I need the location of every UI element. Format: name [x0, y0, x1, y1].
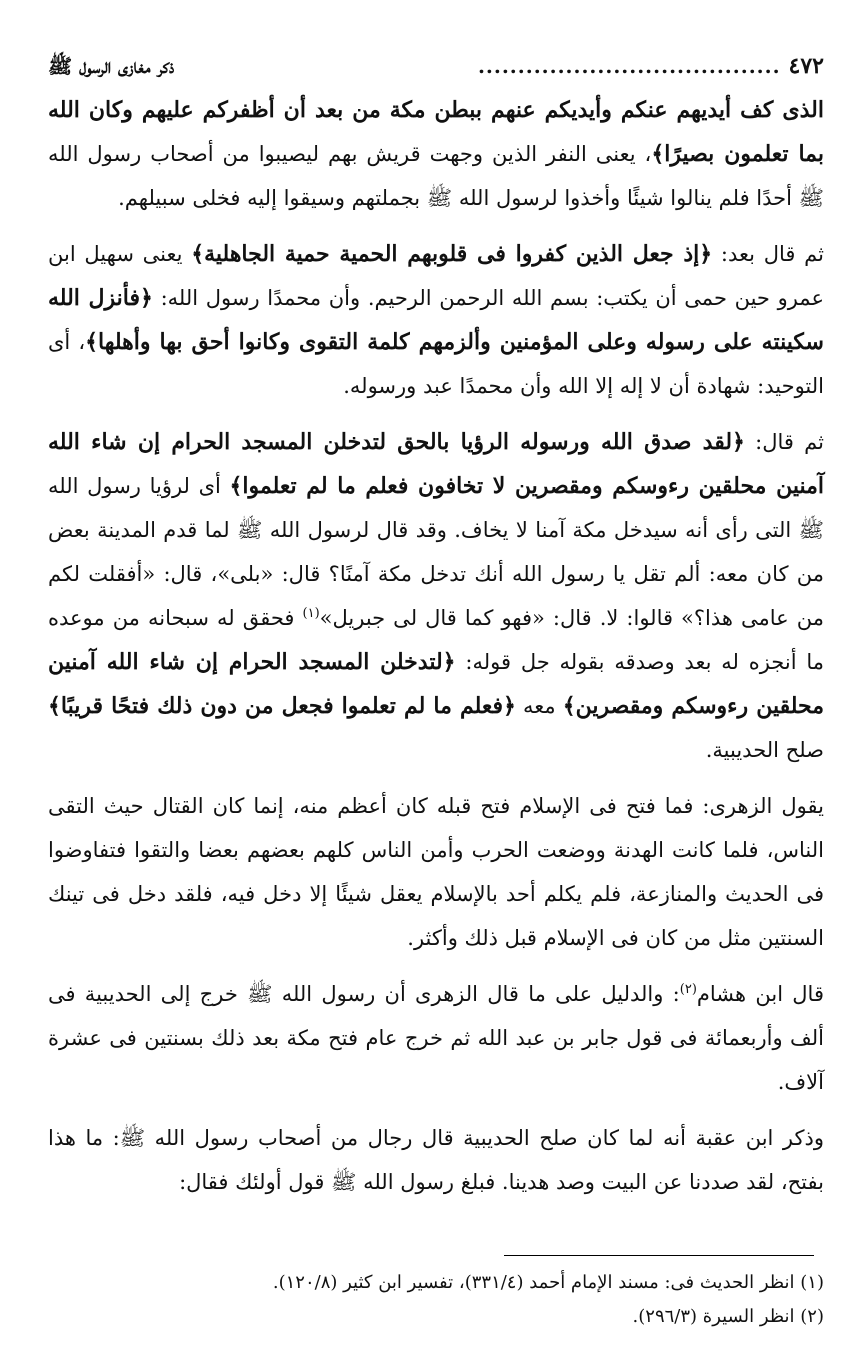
paragraph-text: : والدليل على ما قال الزهرى أن رسول الله ﷺ خرج إلى الحديبية فى ألف وأربعمائة فى قول جابر بن عبد الله ثم خرج عام فتح مكة بعد ذلك بسنتين فى عشرة آلاف. — [48, 982, 824, 1094]
footnote-1: (١) انظر الحديث فى: مسند الإمام أحمد (٣٣١/٤)، تفسير ابن كثير (١٢٠/٨). — [272, 1272, 824, 1293]
quran-verse: ﴿إذ جعل الذين كفروا فى قلوبهم الحمية حمية الجاهلية﴾ — [191, 241, 713, 267]
page-number: ٤٧٢ — [788, 53, 824, 79]
dot-leader: ...................................... — [477, 54, 781, 78]
paragraph-text: ثم قال بعد: — [712, 242, 824, 266]
paragraph-text: ، يعنى النفر الذين وجهت قريش بهم ليصيبوا من أصحاب رسول الله ﷺ أحدًا فلم ينالوا شيئًا وأخذوا لرسول الله ﷺ بجملتهم وسيقوا إليه فخلى سبيلهم. — [48, 142, 824, 210]
paragraph-1 — [48, 88, 824, 220]
paragraph-5 — [48, 972, 824, 1104]
paragraph-6 — [48, 1116, 824, 1204]
quran-verse: ﴿فأنزل الله سكينته على رسوله وعلى المؤمنين وألزمهم كلمة التقوى وكانوا أحق بها وأهلها﴾ — [48, 285, 824, 355]
quran-verse: ﴿لتدخلن المسجد الحرام إن شاء الله آمنين محلقين رءوسكم ومقصرين﴾ — [48, 649, 825, 719]
paragraph-text: أى لرؤيا رسول الله ﷺ التى رأى أنه سيدخل مكة آمنا لا يخاف. وقد قال لرسول الله ﷺ لما قدم المدينة بعض من كان معه: ألم تقل يا رسول الله أنك تدخل مكة آمنًا؟ قال: «بلى»، قال: «أفقلت لكم من عامى هذا؟» قالوا: لا. قال: «فهو كما قال لى جبريل» — [48, 474, 824, 630]
footnotes — [48, 1266, 824, 1334]
paragraph-3 — [48, 420, 824, 772]
chapter-title: ذكر مغازى الرسول ﷺ — [48, 54, 175, 78]
paragraph-text: وذكر ابن عقبة أنه لما كان صلح الحديبية قال رجال من أصحاب رسول الله ﷺ: ما هذا بفتح، لقد صددنا عن البيت وصد هدينا. فبلغ رسول الله ﷺ قول أولئك فقال: — [48, 1126, 824, 1194]
paragraph-text: قال ابن هشام — [696, 982, 824, 1006]
paragraph-text: صلح الحديبية. — [705, 738, 824, 762]
running-header — [48, 48, 824, 88]
quran-verse: الذى كف أيديهم عنكم وأيديكم عنهم ببطن مكة من بعد أن أظفركم عليهم وكان الله بما تعلمون بصيرًا﴾ — [48, 97, 824, 167]
paragraph-text: ثم قال: — [744, 430, 824, 454]
footnote-2: (٢) انظر السيرة (٢٩٦/٣). — [632, 1306, 824, 1327]
paragraph-text: يعنى سهيل ابن عمرو حين حمى أن يكتب: بسم الله الرحمن الرحيم. وأن محمدًا رسول الله: — [48, 242, 824, 310]
footnote-divider — [504, 1255, 814, 1256]
paragraph-2 — [48, 232, 824, 408]
paragraph-text: فحقق له سبحانه من موعده ما أنجزه له بعد وصدقه بقوله جل قوله: — [48, 606, 824, 674]
paragraph-text: يقول الزهرى: فما فتح فى الإسلام فتح قبله كان أعظم منه، إنما كان القتال حيث التقى الناس، فلما كانت الهدنة ووضعت الحرب وأمن الناس كلهم بعضهم بعضا والتقوا فتفاوضوا فى الحديث والمنازعة، فلم يكلم أحد بالإسلام يعقل شيئًا إلا دخل فيه، فلقد دخل فى تينك السنتين مثل من كان فى الإسلام قبل ذلك وأكثر. — [48, 794, 824, 950]
footnote-ref-1[interactable]: (١) — [302, 606, 320, 621]
footnote-ref-2[interactable]: (٢) — [679, 982, 697, 997]
paragraph-4 — [48, 784, 824, 960]
quran-verse: ﴿لقد صدق الله ورسوله الرؤيا بالحق لتدخلن المسجد الحرام إن شاء الله آمنين محلقين رءوسكم ومقصرين لا تخافون فعلم ما لم تعلموا﴾ — [48, 429, 824, 499]
paragraph-text: ، أى التوحيد: شهادة أن لا إله إلا الله وأن محمدًا عبد ورسوله. — [48, 330, 824, 398]
quran-verse: ﴿فعلم ما لم تعلموا فجعل من دون ذلك فتحًا قريبًا﴾ — [48, 693, 516, 719]
paragraph-text: معه — [515, 694, 563, 718]
